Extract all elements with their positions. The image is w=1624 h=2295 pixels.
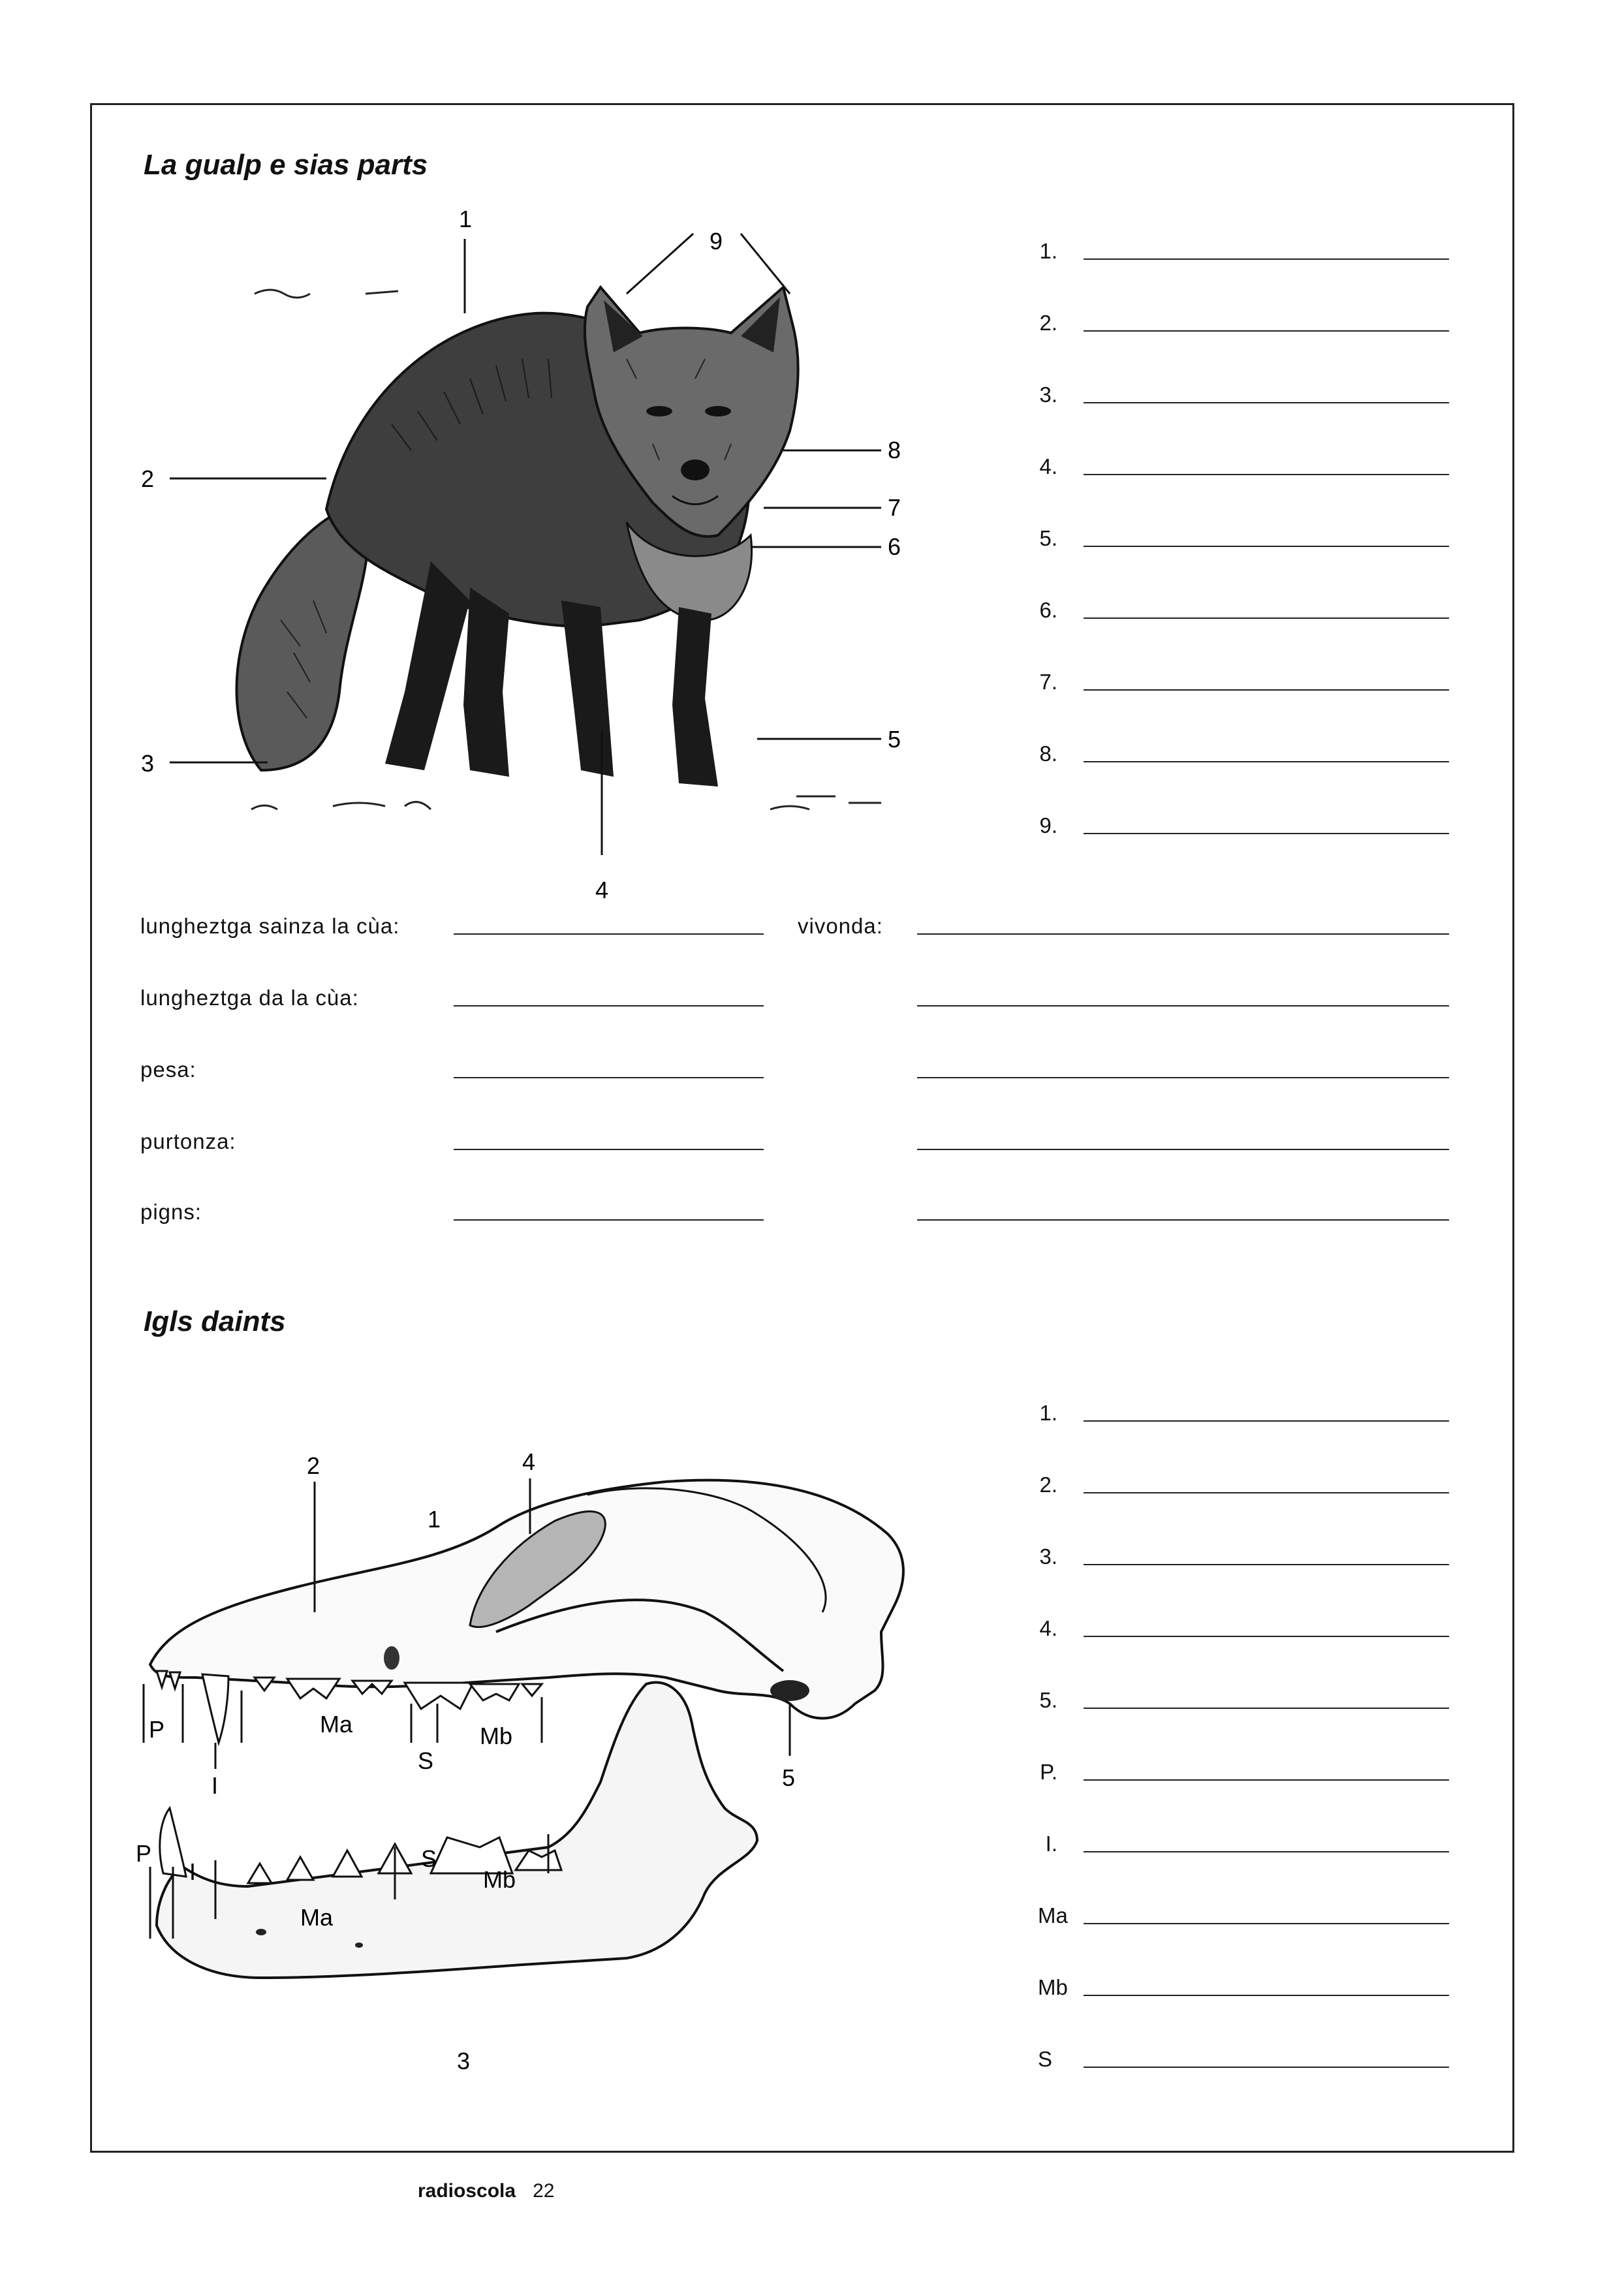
fact-label: purtonza: [140, 1129, 236, 1153]
tooth-label-I-lower: I [189, 1858, 196, 1885]
teeth-answer-line[interactable] [1084, 1492, 1449, 1493]
teeth-answer-number: Ma [1038, 1903, 1068, 1928]
fox-callout-2: 2 [141, 465, 155, 492]
teeth-answer-line[interactable] [1084, 1779, 1449, 1781]
skull-illustration [131, 1416, 953, 2108]
tooth-label-I-upper: I [211, 1772, 219, 1799]
tooth-label-P-upper: P [149, 1716, 165, 1743]
fox-leg-back-2 [463, 587, 509, 777]
fox-answer-number: 4. [1039, 454, 1057, 478]
fox-callout-3: 3 [141, 750, 155, 777]
fox-answer-number: 9. [1039, 813, 1057, 837]
fox-leg-back [385, 561, 470, 770]
fox-answer-line[interactable] [1084, 833, 1449, 834]
fox-answer-line[interactable] [1084, 546, 1449, 547]
fact-answer-line[interactable] [454, 1219, 764, 1221]
fox-callout-5: 5 [888, 726, 901, 753]
fox-answer-line[interactable] [1084, 617, 1449, 619]
teeth-answer-line[interactable] [1084, 1636, 1449, 1637]
skull-callout-3: 3 [457, 2048, 471, 2074]
fox-callout-7: 7 [888, 494, 901, 521]
teeth-answer-line[interactable] [1084, 2067, 1449, 2068]
teeth-answer-line[interactable] [1084, 1564, 1449, 1565]
skull-jaw [157, 1683, 757, 1978]
page-number: 22 [533, 2180, 555, 2202]
teeth-answer-line[interactable] [1084, 1851, 1449, 1852]
fox-leg-front-2 [672, 607, 718, 787]
teeth-answer-line[interactable] [1084, 1420, 1449, 1422]
section-title-fox: La gualp e sias parts [144, 149, 428, 181]
fox-illustration [131, 196, 979, 914]
vivonda-answer-line[interactable] [917, 1077, 1449, 1078]
fox-answer-number: 7. [1039, 670, 1057, 694]
tooth-label-P-lower: P [136, 1840, 152, 1867]
fox-answer-number: 2. [1039, 311, 1057, 335]
fox-answer-number: 1. [1039, 239, 1057, 263]
tooth-label-S-lower: S [421, 1845, 437, 1872]
fact-answer-line[interactable] [454, 933, 764, 935]
teeth-answer-number: 3. [1039, 1544, 1057, 1569]
vivonda-answer-line[interactable] [917, 1005, 1449, 1007]
teeth-answer-line[interactable] [1084, 1995, 1449, 1996]
fox-callout-4: 4 [595, 877, 609, 903]
footer-brand: radioscola [418, 2180, 516, 2202]
fact-label: lungheztga da la cùa: [140, 986, 359, 1010]
fox-answer-line[interactable] [1084, 330, 1449, 332]
fact-label: pigns: [140, 1200, 202, 1224]
fox-answer-line[interactable] [1084, 474, 1449, 475]
fact-answer-line[interactable] [454, 1005, 764, 1007]
fact-answer-line[interactable] [454, 1149, 764, 1150]
fox-answer-line[interactable] [1084, 689, 1449, 691]
fox-answer-number: 6. [1039, 598, 1057, 622]
teeth-answer-number: 2. [1039, 1473, 1057, 1497]
fox-answer-line[interactable] [1084, 258, 1449, 260]
vivonda-answer-line[interactable] [917, 933, 1449, 935]
skull-callout-5: 5 [782, 1764, 796, 1791]
fox-answer-number: 3. [1039, 382, 1057, 407]
teeth-answer-number: 5. [1039, 1688, 1057, 1712]
section-title-teeth: Igls daints [144, 1305, 286, 1337]
teeth-answer-line[interactable] [1084, 1708, 1449, 1709]
tooth-label-Mb-lower: Mb [483, 1866, 516, 1893]
skull-callout-2: 2 [307, 1452, 320, 1479]
fox-callout-9: 9 [710, 228, 723, 255]
fact-label: pesa: [140, 1057, 196, 1082]
skull-callout-1: 1 [428, 1506, 441, 1533]
fox-leg-front [561, 601, 614, 777]
skull-callout-4: 4 [522, 1448, 536, 1475]
fact-answer-line[interactable] [454, 1077, 764, 1078]
tooth-label-Ma-lower: Ma [300, 1904, 334, 1931]
tooth-label-Mb-upper: Mb [480, 1723, 513, 1749]
vivonda-label: vivonda: [798, 914, 883, 938]
fox-callout-8: 8 [888, 437, 901, 463]
fox-answer-line[interactable] [1084, 761, 1449, 762]
teeth-answer-number: S [1038, 2047, 1053, 2071]
teeth-answer-number: P. [1040, 1760, 1057, 1784]
tooth-label-S-upper: S [418, 1747, 434, 1774]
tooth-label-Ma-upper: Ma [320, 1711, 353, 1738]
vivonda-answer-line[interactable] [917, 1149, 1449, 1150]
fox-answer-number: 8. [1039, 742, 1057, 766]
teeth-answer-number: 1. [1039, 1401, 1057, 1425]
fox-answer-number: 5. [1039, 526, 1057, 550]
teeth-answer-line[interactable] [1084, 1923, 1449, 1924]
teeth-answer-number: Mb [1038, 1975, 1068, 1999]
fox-callout-6: 6 [888, 533, 901, 560]
fact-label: lungheztga sainza la cùa: [140, 914, 400, 938]
fox-answer-line[interactable] [1084, 402, 1449, 403]
page-footer [418, 2180, 554, 2202]
vivonda-answer-line[interactable] [917, 1219, 1449, 1221]
fox-callout-1: 1 [459, 206, 473, 232]
teeth-answer-number: 4. [1039, 1616, 1057, 1640]
teeth-answer-number: I. [1045, 1832, 1057, 1856]
